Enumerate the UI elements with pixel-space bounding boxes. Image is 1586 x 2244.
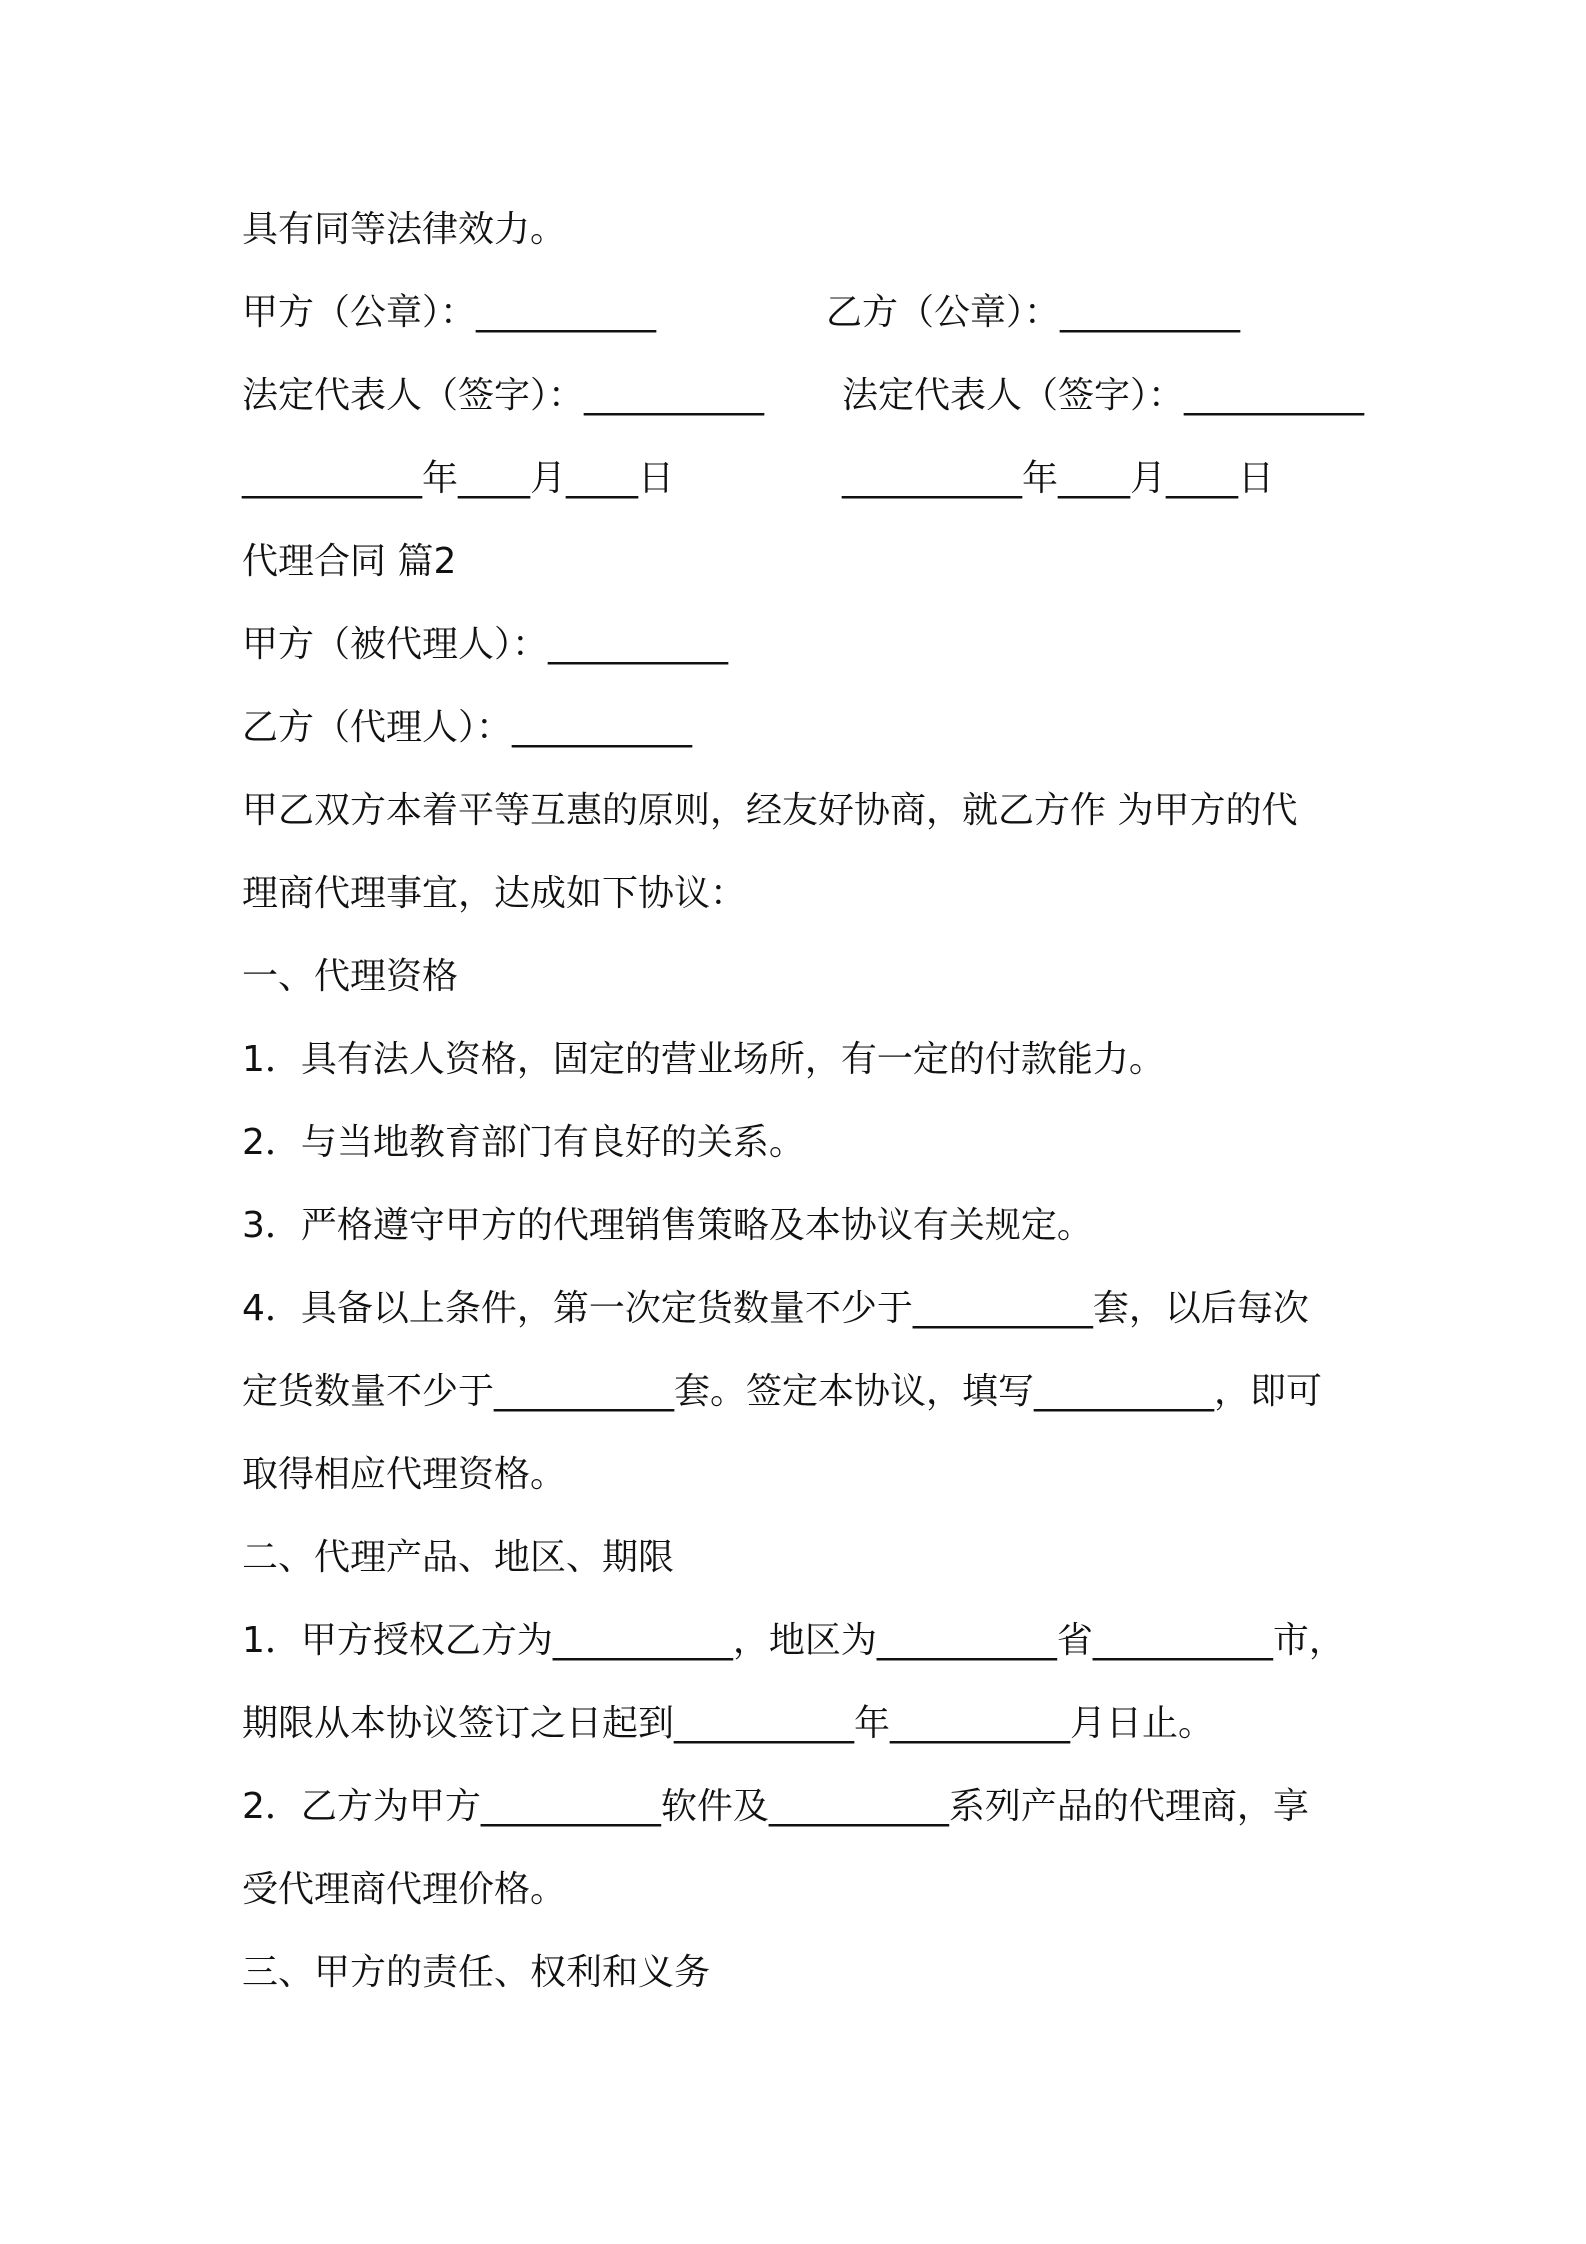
party-b-seal-line: 乙方（公章）：__________: [826, 292, 1241, 333]
text-line: 1．甲方授权乙方为__________，地区为__________省__________市，: [242, 1620, 1345, 1661]
section-heading: 三、甲方的责任、权利和义务: [242, 1952, 711, 1993]
text-line: 期限从本协议签订之日起到__________年__________月日止。: [242, 1703, 1215, 1744]
party-a-seal-line: 甲方（公章）：__________: [242, 292, 657, 333]
text-line: 1．具有法人资格，固定的营业场所，有一定的付款能力。: [242, 1039, 1165, 1080]
text-line: 乙方（代理人）：__________: [242, 707, 693, 748]
text-line: 2．与当地教育部门有良好的关系。: [242, 1122, 805, 1163]
party-a-rep-line: 法定代表人（签字）：__________: [242, 375, 765, 416]
text-line: 甲方（被代理人）：__________: [242, 624, 729, 665]
text-line: 受代理商代理价格。: [242, 1869, 567, 1910]
text-line: 3．严格遵守甲方的代理销售策略及本协议有关规定。: [242, 1205, 1093, 1246]
text-line: 甲乙双方本着平等互惠的原则，经友好协商，就乙方作 为甲方的代: [242, 790, 1298, 831]
party-a-date-line: __________年____月____日: [242, 458, 674, 499]
party-b-rep-line: 法定代表人（签字）：__________: [842, 375, 1365, 416]
text-line: 4．具备以上条件，第一次定货数量不少于__________套，以后每次: [242, 1288, 1309, 1329]
text-line: 理商代理事宜，达成如下协议：: [242, 873, 747, 914]
section-heading: 二、代理产品、地区、期限: [242, 1537, 675, 1578]
text-line: 具有同等法律效力。: [242, 209, 567, 250]
section-heading: 一、代理资格: [242, 956, 459, 997]
section-title: 代理合同 篇2: [242, 541, 457, 582]
party-b-date-line: __________年____月____日: [842, 458, 1274, 499]
text-line: 2．乙方为甲方__________软件及__________系列产品的代理商，享: [242, 1786, 1309, 1827]
text-line: 取得相应代理资格。: [242, 1454, 567, 1495]
text-line: 定货数量不少于__________套。签定本协议，填写__________，即可: [242, 1371, 1323, 1412]
